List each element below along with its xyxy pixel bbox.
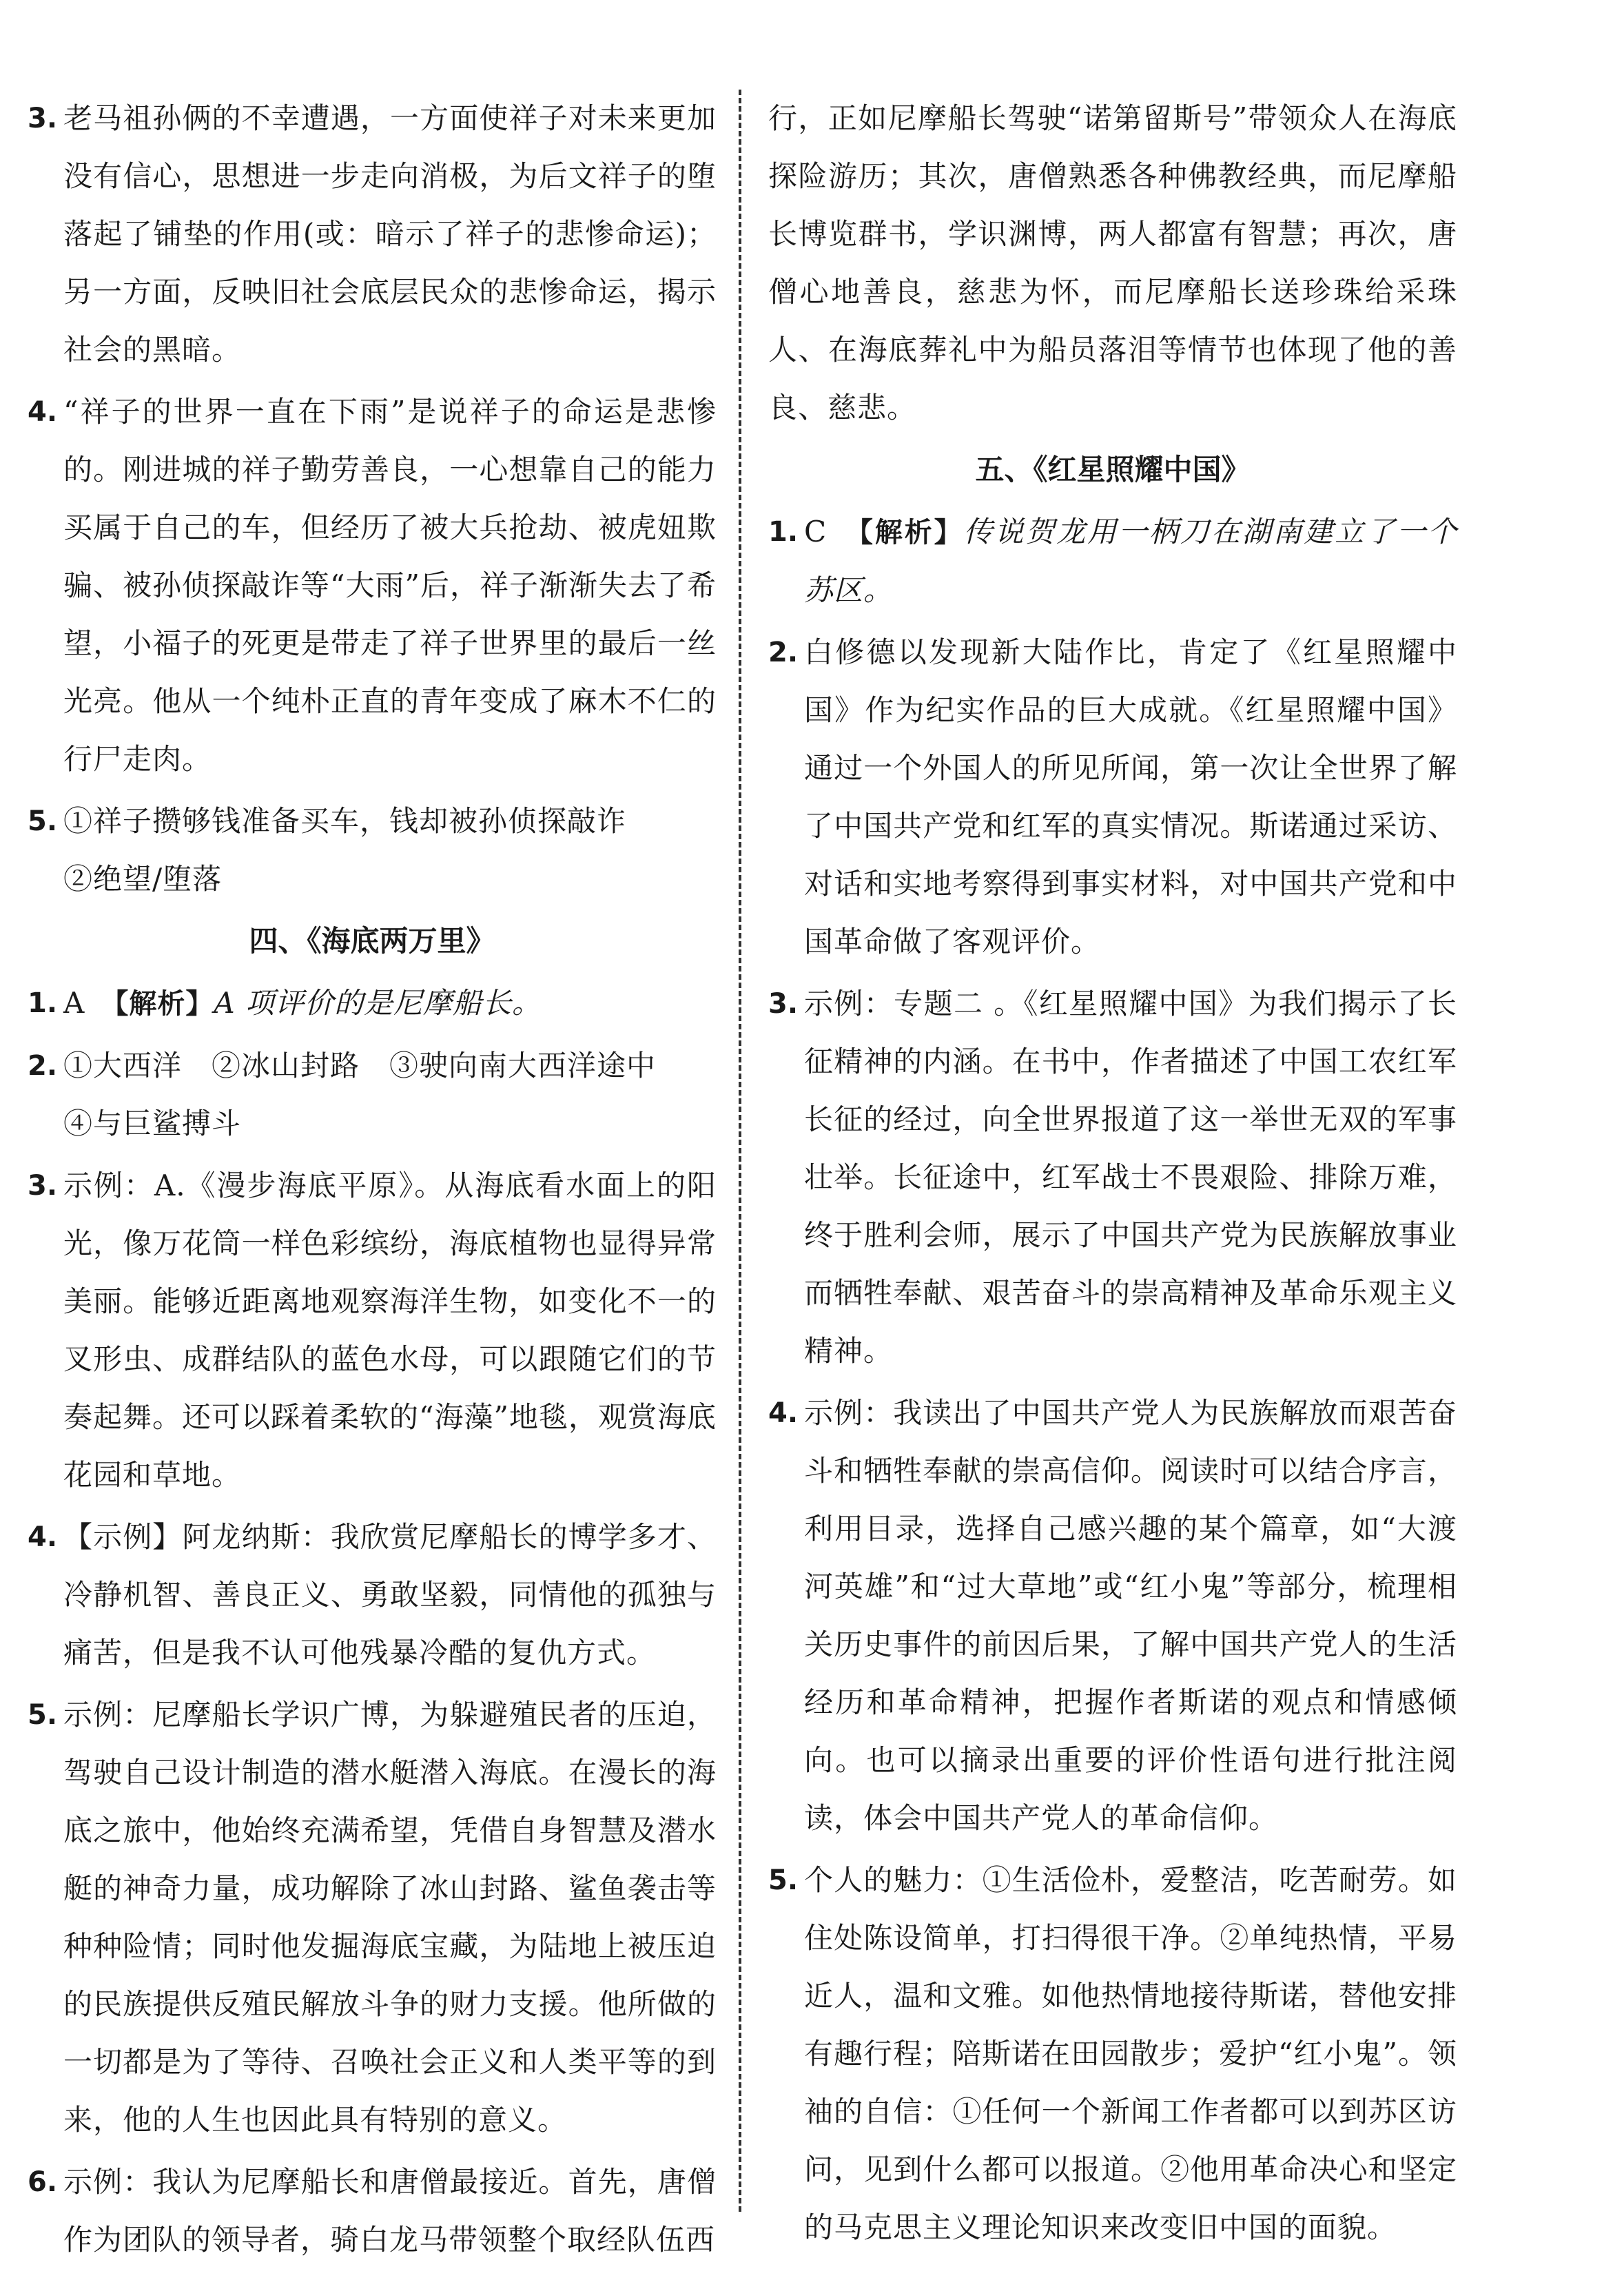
item-number: 2.: [768, 637, 799, 668]
item-text: 示例：我认为尼摩船长和唐僧最接近。首先，唐僧作为团队的领导者，骑白龙马带领整个取经队伍西: [63, 2165, 717, 2257]
item-number: 4.: [28, 1521, 58, 1553]
analysis-text: 传说贺龙用一柄刀在湖南建立了一个苏区。: [804, 515, 1457, 607]
section-title: 五、《红星照耀中国》: [975, 453, 1251, 486]
item-text: [804, 503, 1457, 619]
item-text: 示例：专题二 。《红星照耀中国》为我们揭示了长征精神的内涵。在书中，作者描述了中国工农红军长征的经过，向全世界报道了这一举世无双的军事壮举。长征途中，红军战士不畏艰险、排除万难，终于胜利会师，展示了中国共产党为民族解放事业而牺牲奉献、艰苦奋斗的崇高精神及革命乐观主义精神。: [804, 987, 1457, 1368]
column-divider: [739, 90, 741, 2212]
answer-item: [768, 975, 1457, 1380]
analysis-text: A 项评价的是尼摩船长。: [214, 986, 542, 1020]
right-column: [768, 90, 1457, 2261]
answer-item: [28, 974, 717, 1033]
answer-item: [768, 503, 1457, 619]
answer-item: [768, 624, 1457, 971]
item-text: 【示例】阿龙纳斯：我欣赏尼摩船长的博学多才、冷静机智、善良正义、勇敢坚毅，同情他的孤独与痛苦，但是我不认可他残暴冷酷的复仇方式。: [63, 1520, 717, 1670]
answer-choice: C: [804, 515, 828, 548]
item-number: 3.: [28, 1170, 58, 1202]
answer-item: [28, 2153, 717, 2269]
answer-item: [28, 1508, 717, 1682]
item-number: 3.: [768, 988, 799, 1020]
item-text: ①大西洋 ②冰山封路 ③驶向南大西洋途中 ④与巨鲨搏斗: [63, 1049, 657, 1140]
answer-item: [768, 1851, 1457, 2257]
answer-item: [28, 1157, 717, 1504]
left-column: [28, 90, 717, 2273]
section-title: 四、《海底两万里》: [249, 924, 495, 958]
answer-item: [768, 1384, 1457, 1847]
item-number: 4.: [28, 396, 58, 428]
item-number: 4.: [768, 1397, 799, 1429]
item-number: 5.: [28, 805, 58, 837]
answer-item: [28, 792, 717, 908]
item-number: 6.: [28, 2166, 58, 2198]
item-text: 个人的魅力：①生活俭朴，爱整洁，吃苦耐劳。如住处陈设简单，打扫得很干净。②单纯热情，平易近人，温和文雅。如他热情地接待斯诺，替他安排有趣行程；陪斯诺在田园散步；爱护“红小鬼”。领袖的自信：①任何一个新闻工作者都可以到苏区访问，见到什么都可以报道。②他用革命决心和坚定的马克思主义理论知识来改变旧中国的面貌。: [804, 1863, 1457, 2244]
answer-item: [28, 90, 717, 379]
item-number: 1.: [768, 516, 799, 548]
answer-item: [28, 1037, 717, 1153]
analysis-tag: 【解析】: [114, 988, 214, 1020]
item-text: 示例：尼摩船长学识广博，为躲避殖民者的压迫，驾驶自己设计制造的潜水艇潜入海底。在漫长的海底之旅中，他始终充满希望，凭借自身智慧及潜水艇的神奇力量，成功解除了冰山封路、鲨鱼袭击等种种险情；同时他发掘海底宝藏，为陆地上被压迫的民族提供反殖民解放斗争的财力支援。他所做的一切都是为了等待、召唤社会正义和人类平等的到来，他的人生也因此具有特别的意义。: [63, 1698, 717, 2137]
answer-choice: A: [63, 986, 85, 1020]
item-text: 行，正如尼摩船长驾驶“诺第留斯号”带领众人在海底探险游历；其次，唐僧熟悉各种佛教经典，而尼摩船长博览群书，学识渊博，两人都富有智慧；再次，唐僧心地善良，慈悲为怀，而尼摩船长送珍珠给采珠人、在海底葬礼中为船员落泪等情节也体现了他的善良、慈悲。: [768, 101, 1457, 424]
item-text: ①祥子攒够钱准备买车，钱却被孙侦探敲诈 ②绝望/堕落: [63, 804, 627, 896]
item-text: 白修德以发现新大陆作比，肯定了《红星照耀中国》作为纪实作品的巨大成就。《红星照耀中国》通过一个外国人的所见所闻，第一次让全世界了解了中国共产党和红军的真实情况。斯诺通过采访、对话和实地考察得到事实材料，对中国共产党和中国革命做了客观评价。: [804, 635, 1457, 958]
item-number: 1.: [28, 987, 58, 1019]
item-text: [63, 974, 717, 1033]
item-number: 2.: [28, 1050, 58, 1082]
continued-text: [768, 90, 1457, 437]
item-number: 5.: [768, 1864, 799, 1896]
item-text: “祥子的世界一直在下雨”是说祥子的命运是悲惨的。刚进城的祥子勤劳善良，一心想靠自己的能力买属于自己的车，但经历了被大兵抢劫、被虎妞欺骗、被孙侦探敲诈等“大雨”后，祥子渐渐失去了希望，小福子的死更是带走了祥子世界里的最后一丝光亮。他从一个纯朴正直的青年变成了麻木不仁的行尸走肉。: [63, 395, 717, 776]
answer-item: [28, 383, 717, 788]
analysis-tag: 【解析】: [859, 517, 964, 548]
item-text: 老马祖孙俩的不幸遭遇，一方面使祥子对未来更加没有信心，思想进一步走向消极，为后文祥子的堕落起了铺垫的作用(或：暗示了祥子的悲惨命运)；另一方面，反映旧社会底层民众的悲惨命运，揭示社会的黑暗。: [63, 101, 717, 367]
item-text: 示例：A.《漫步海底平原》。从海底看水面上的阳光，像万花筒一样色彩缤纷，海底植物也显得异常美丽。能够近距离地观察海洋生物，如变化不一的叉形虫、成群结队的蓝色水母，可以跟随它们的节奏起舞。还可以踩着柔软的“海藻”地毯，观赏海底花园和草地。: [63, 1169, 717, 1492]
item-number: 3.: [28, 103, 58, 134]
item-number: 5.: [28, 1699, 58, 1731]
item-text: 示例：我读出了中国共产党人为民族解放而艰苦奋斗和牺牲奉献的崇高信仰。阅读时可以结合序言，利用目录，选择自己感兴趣的某个篇章，如“大渡河英雄”和“过大草地”或“红小鬼”等部分，梳理相关历史事件的前因后果，了解中国共产党人的生活经历和革命精神，把握作者斯诺的观点和情感倾向。也可以摘录出重要的评价性语句进行批注阅读，体会中国共产党人的革命信仰。: [804, 1396, 1457, 1835]
answer-item: [28, 1686, 717, 2149]
